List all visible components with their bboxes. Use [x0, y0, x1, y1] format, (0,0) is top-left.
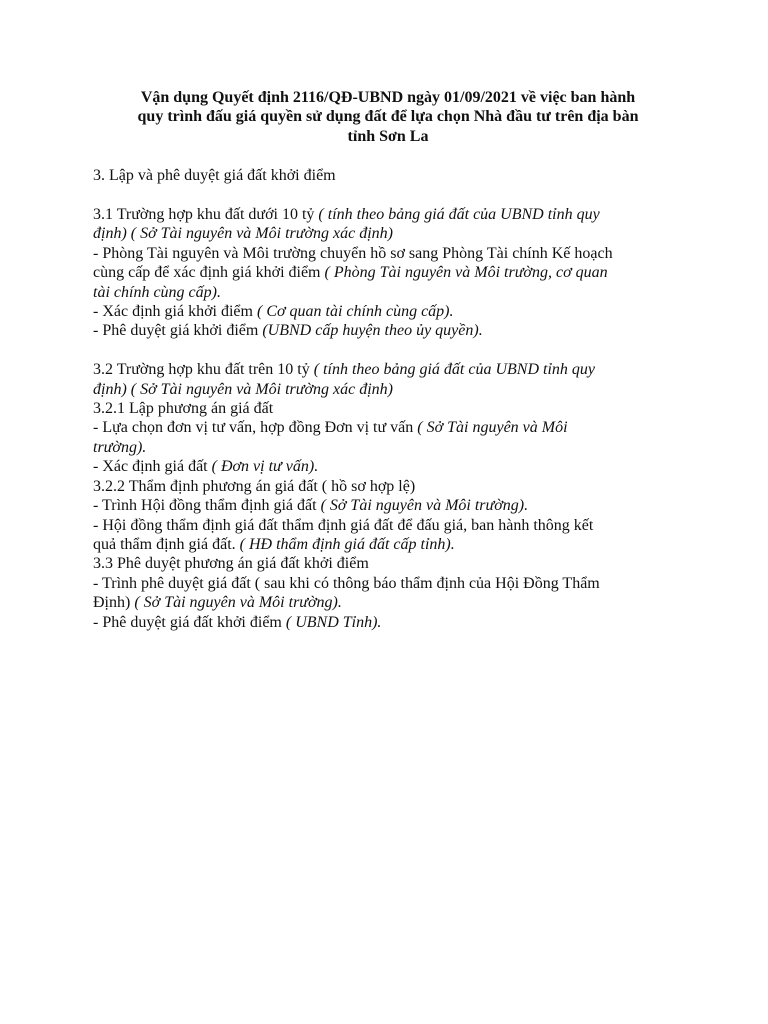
item-note: ( Phòng Tài nguyên và Môi trường, cơ quan: [324, 264, 608, 282]
title-line-3: tỉnh Sơn La: [347, 127, 429, 145]
section-3-1-item-1: - Phòng Tài nguyên và Môi trường chuyển hồ sơ sang Phòng Tài chính Kế hoạch: [93, 244, 613, 262]
item-note: ( Cơ quan tài chính cùng cấp).: [256, 303, 454, 321]
section-3-2-1-item-1-note-cont: trường).: [93, 438, 147, 456]
section-3-2-note-cont: định) ( Sở Tài nguyên và Môi trường xác định): [93, 380, 393, 398]
section-3-1-title: 3.1 Trường hợp khu đất dưới 10 tỷ: [93, 206, 319, 224]
section-3-2-1-heading: 3.2.1 Lập phương án giá đất: [93, 400, 274, 418]
section-3-1-note-cont: định) ( Sở Tài nguyên và Môi trường xác định): [93, 225, 393, 243]
section-3-1-item-2: [93, 302, 683, 321]
section-3-2-2-item-1: [93, 496, 683, 515]
section-3-1-heading: [93, 205, 683, 224]
section-3-heading: 3. Lập và phê duyệt giá đất khởi điểm: [93, 167, 336, 185]
item-text: - Phê duyệt giá đất khởi điểm: [93, 613, 286, 631]
section-3-2-1-item-2: [93, 457, 683, 476]
section-3-2-2-item-2: - Hội đồng thẩm định giá đất thẩm định giá đất để đấu giá, ban hành thông kết: [93, 516, 594, 534]
item-text: - Lựa chọn đơn vị tư vấn, hợp đồng Đơn vị tư vấn: [93, 419, 418, 437]
item-text: - Xác định giá đất: [93, 458, 212, 476]
title-line-1: Vận dụng Quyết định 2116/QĐ-UBND ngày 01/09/2021 về việc ban hành: [140, 89, 636, 106]
item-note: ( Đơn vị tư vấn).: [211, 458, 319, 476]
section-3-2-heading: [93, 360, 683, 379]
item-text: quả thẩm định giá đất.: [93, 535, 240, 553]
section-3-3-item-1-cont: [93, 593, 683, 612]
section-3-3-item-1: - Trình phê duyệt giá đất ( sau khi có thông báo thẩm định của Hội Đồng Thẩm: [93, 574, 600, 592]
title-line-2: quy trình đấu giá quyền sử dụng đất để lựa chọn Nhà đầu tư trên địa bàn: [137, 108, 639, 126]
item-note: ( Sở Tài nguyên và Môi: [417, 419, 568, 437]
item-note: ( Sở Tài nguyên và Môi trường).: [134, 594, 342, 612]
document-page: [93, 88, 683, 632]
section-3-2-2-item-2-cont: [93, 535, 683, 554]
section-3-2-note: ( tính theo bảng giá đất của UBND tỉnh quy: [313, 361, 596, 379]
section-3-1-item-1-cont: [93, 263, 683, 282]
item-note: (UBND cấp huyện theo ủy quyền).: [262, 322, 483, 340]
item-text: Định): [93, 594, 135, 612]
section-3-1-item-3: [93, 321, 683, 340]
document-title: [93, 88, 683, 146]
section-3-1-note: ( tính theo bảng giá đất của UBND tỉnh quy: [318, 206, 600, 224]
item-note: ( Sở Tài nguyên và Môi trường).: [320, 497, 529, 515]
item-note: ( HĐ thẩm định giá đất cấp tỉnh).: [239, 535, 455, 553]
section-3-1-item-1-note-cont: tài chính cùng cấp).: [93, 283, 221, 301]
section-3-3-item-2: [93, 613, 683, 632]
section-3-3-heading: 3.3 Phê duyệt phương án giá đất khởi điểm: [93, 555, 369, 573]
section-3-2-title: 3.2 Trường hợp khu đất trên 10 tỷ: [93, 361, 314, 379]
item-text: - Phê duyệt giá khởi điểm: [93, 322, 263, 340]
section-3-2-1-item-1: [93, 418, 683, 437]
item-note: ( UBND Tỉnh).: [285, 613, 382, 631]
section-3-2-2-heading: 3.2.2 Thẩm định phương án giá đất ( hồ sơ hợp lệ): [93, 477, 416, 495]
spacer: [93, 341, 683, 360]
item-text: cùng cấp để xác định giá khởi điểm: [93, 264, 325, 282]
item-text: - Xác định giá khởi điểm: [93, 303, 257, 321]
item-text: - Trình Hội đồng thẩm định giá đất: [93, 497, 321, 515]
spacer: [93, 186, 683, 205]
